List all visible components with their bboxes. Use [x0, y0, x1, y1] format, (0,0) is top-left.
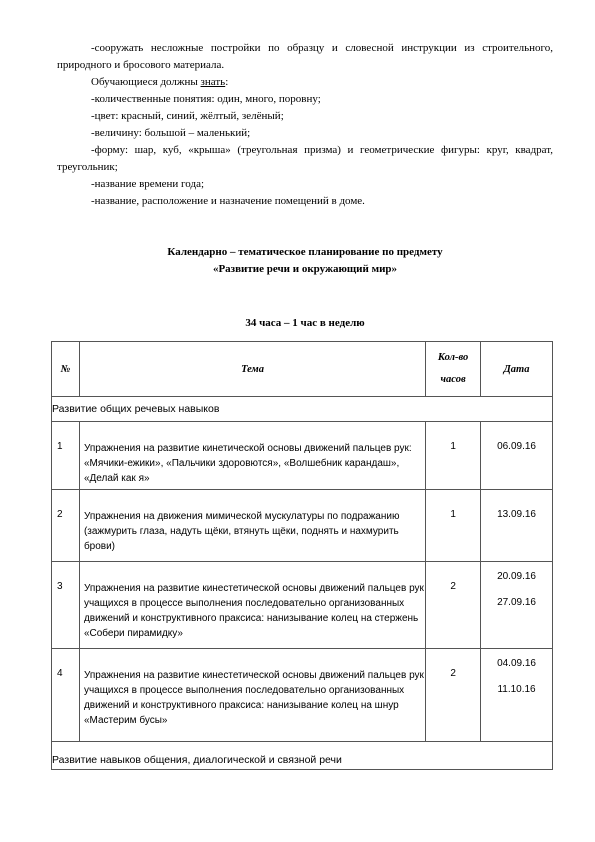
row-hours: 2 — [426, 562, 481, 649]
must-know-suffix: : — [225, 76, 229, 88]
plan-title: Календарно – тематическое планирование по предмету — [167, 246, 443, 258]
row-topic: Упражнения на развитие кинестетической основы движений пальцев рук учащихся в процессе выполнения последовательно организованных движений и конструктивного праксиса: нанизывание колец на стержень «Собери пирамидку» — [79, 562, 425, 649]
row-topic: Упражнения на движения мимической мускулатуры по подражанию (зажмурить глаза, надуть щёки, втянуть щёки, поднять и нахмурить брови) — [79, 490, 425, 562]
row-hours: 1 — [426, 490, 481, 562]
plan-table — [51, 341, 553, 770]
header-hours-line2: часов — [440, 374, 466, 385]
row-topic: Упражнения на развитие кинетической основы движений пальцев рук: «Мячики-ежики», «Пальчики здоровются», «Волшебник карандаш», «Делай как я» — [79, 422, 425, 490]
row-date: 20.09.16 — [497, 571, 536, 582]
know-item: -цвет: красный, синий, жёлтый, зелёный; — [91, 110, 284, 122]
know-item: -величину: большой – маленький; — [91, 127, 251, 139]
section-row — [52, 397, 553, 422]
row-number: 2 — [52, 490, 80, 562]
know-item: -форму: шар, куб, «крыша» (треугольная призма) и геометрические фигуры: круг, квадрат, треугольник; — [57, 144, 553, 173]
section-title: Развитие навыков общения, диалогической и связной речи — [52, 742, 553, 770]
table-row — [52, 649, 553, 742]
header-number: № — [52, 342, 80, 397]
must-know-word: знать — [200, 76, 226, 88]
row-dates — [481, 649, 553, 742]
section-row — [52, 742, 553, 770]
section-title: Развитие общих речевых навыков — [52, 397, 553, 422]
row-date: 06.09.16 — [481, 422, 553, 490]
subject-title: «Развитие речи и окружающий мир» — [212, 263, 398, 275]
row-number: 3 — [52, 562, 80, 649]
row-hours: 1 — [426, 422, 481, 490]
header-hours — [426, 342, 481, 397]
intro-block — [57, 40, 553, 210]
header-topic: Тема — [79, 342, 425, 397]
must-know-heading — [57, 74, 553, 91]
know-item: -название времени года; — [91, 178, 205, 190]
row-date: 13.09.16 — [481, 490, 553, 562]
know-item: -название, расположение и назначение помещений в доме. — [91, 195, 365, 207]
table-row — [52, 562, 553, 649]
row-date: 27.09.16 — [497, 597, 536, 608]
row-hours: 2 — [426, 649, 481, 742]
intro-line-construct: -сооружать несложные постройки по образцу и словесной инструкции из строительного, природного и бросового материала. — [57, 42, 553, 71]
know-item: -количественные понятия: один, много, поровну; — [91, 93, 321, 105]
hours-per-week: 34 часа – 1 час в неделю — [245, 317, 365, 329]
row-number: 4 — [52, 649, 80, 742]
row-dates — [481, 562, 553, 649]
table-row — [52, 490, 553, 562]
table-row — [52, 422, 553, 490]
must-know-prefix: Обучающиеся должны — [91, 76, 201, 88]
header-hours-line1: Кол-во — [437, 352, 469, 363]
table-header-row — [52, 342, 553, 397]
row-date: 11.10.16 — [497, 684, 536, 695]
row-date: 04.09.16 — [497, 658, 536, 669]
row-topic: Упражнения на развитие кинестетической основы движений пальцев рук учащихся в процессе выполнения последовательно организованных движений и конструктивного праксиса: нанизывание колец на шнур «Мастерим бусы» — [79, 649, 425, 742]
header-date: Дата — [481, 342, 553, 397]
row-number: 1 — [52, 422, 80, 490]
